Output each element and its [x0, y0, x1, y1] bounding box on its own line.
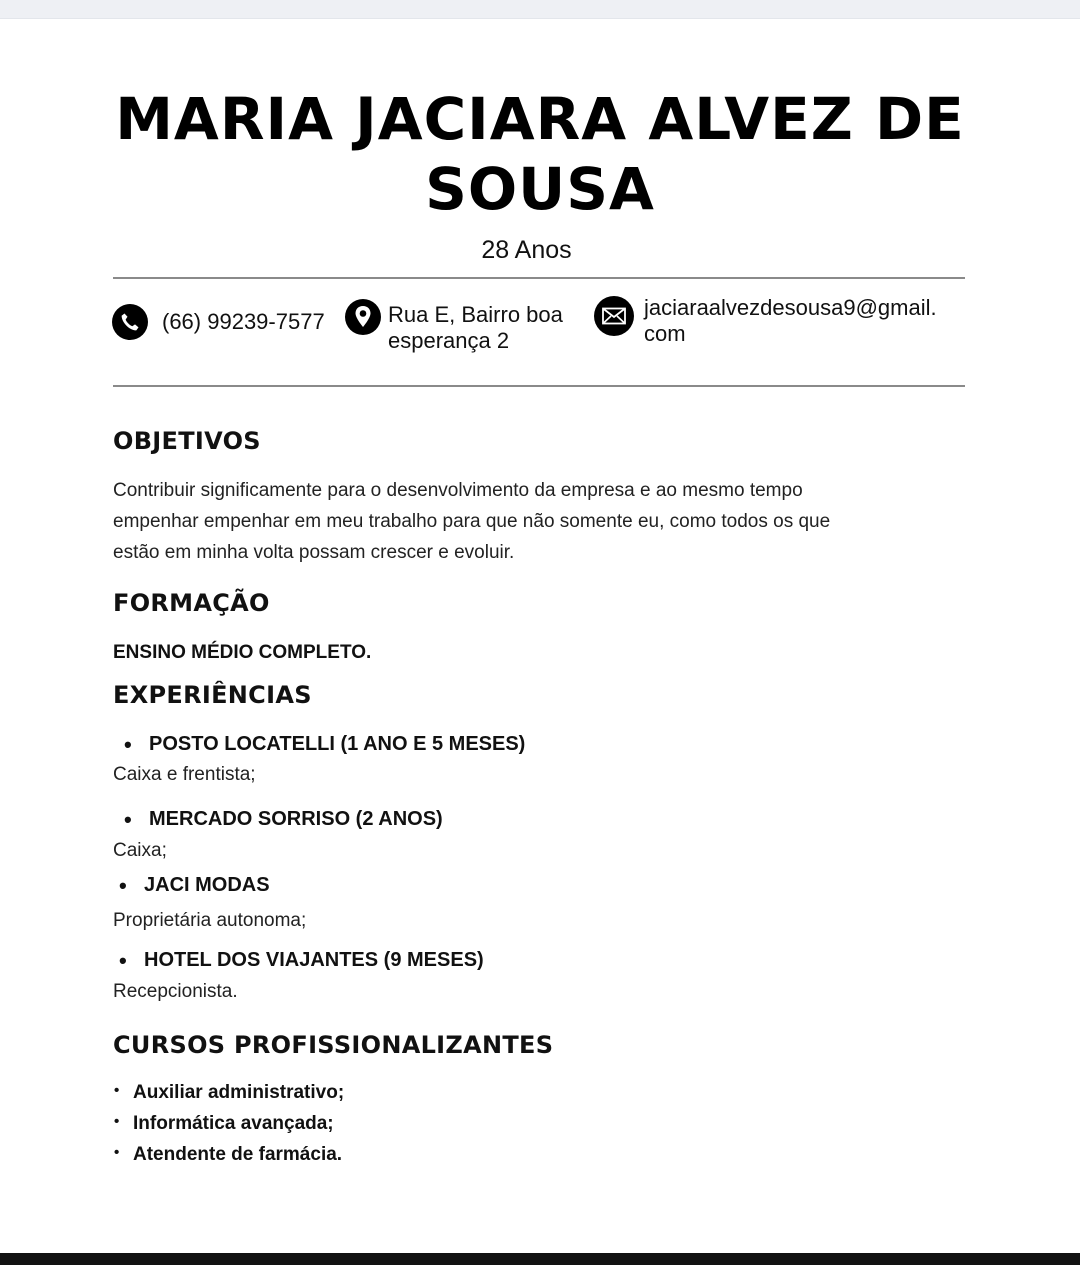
- objetivos-line: estão em minha volta possam crescer e evoluir.: [113, 542, 515, 563]
- top-bar: [0, 0, 1080, 19]
- course-item: • Informática avançada;: [133, 1113, 334, 1135]
- section-title-formacao: FORMAÇÃO: [113, 589, 270, 617]
- phone-icon: [112, 304, 148, 340]
- experience-title: • JACI MODAS: [144, 874, 270, 897]
- objetivos-line: Contribuir significamente para o desenvolvimento da empresa e ao mesmo tempo: [113, 480, 803, 501]
- course-item: • Auxiliar administrativo;: [133, 1082, 344, 1104]
- section-title-experiencias: EXPERIÊNCIAS: [113, 681, 312, 709]
- experience-title: • HOTEL DOS VIAJANTES (9 MESES): [144, 949, 484, 972]
- phone-number: (66) 99239-7577: [162, 309, 325, 334]
- candidate-age: 28 Anos: [481, 236, 572, 264]
- envelope-icon: [594, 296, 634, 336]
- objetivos-text: [113, 475, 973, 568]
- objetivos-line: empenhar empenhar em meu trabalho para que não somente eu, como todos os que: [113, 511, 831, 532]
- divider-top: [113, 277, 965, 279]
- address-line-1: Rua E, Bairro boa: [388, 302, 563, 327]
- experience-description: Caixa e frentista;: [113, 764, 256, 785]
- section-title-objetivos: OBJETIVOS: [113, 427, 261, 455]
- course-item: • Atendente de farmácia.: [133, 1144, 342, 1166]
- experience-title: • POSTO LOCATELLI (1 ANO E 5 MESES): [149, 733, 525, 756]
- address-line-2: esperança 2: [388, 328, 510, 353]
- bottom-bar: [0, 1253, 1080, 1265]
- divider-bottom: [113, 385, 965, 387]
- candidate-name: MARIA JACIARA ALVEZ DE SOUSA: [115, 85, 965, 223]
- experience-description: Proprietária autonoma;: [113, 910, 307, 931]
- section-title-cursos: CURSOS PROFISSIONALIZANTES: [113, 1031, 554, 1059]
- formacao-item: ENSINO MÉDIO COMPLETO.: [113, 642, 372, 663]
- location-pin-icon: [345, 299, 381, 335]
- email-line-1: jaciaraalvezdesousa9@gmail.: [644, 295, 937, 320]
- email-line-2: com: [644, 321, 686, 346]
- experience-description: Recepcionista.: [113, 981, 238, 1002]
- experience-title: • MERCADO SORRISO (2 ANOS): [149, 808, 443, 831]
- experience-description: Caixa;: [113, 840, 167, 861]
